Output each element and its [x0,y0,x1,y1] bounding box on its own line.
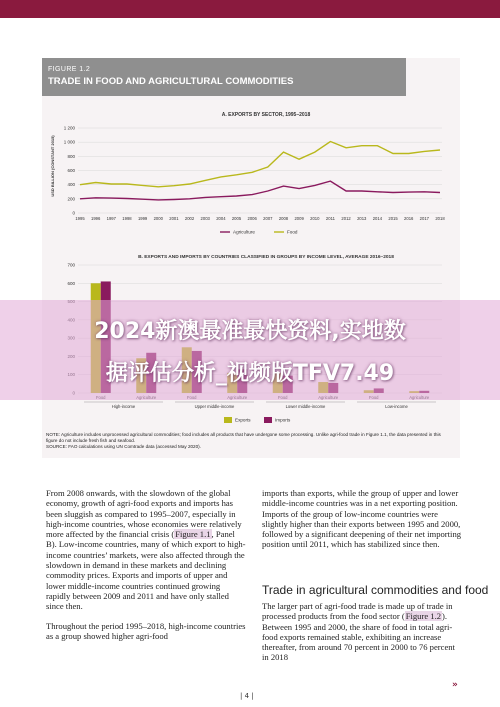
paragraph [262,601,462,663]
chart-b-legend-label: Exports [235,417,251,423]
chart-a-xtick-label: 2006 [247,216,257,221]
chart-a-ytick-label: 400 [67,182,75,188]
chart-a-xtick-label: 2000 [153,216,163,221]
chart-a-ytick-label: 800 [67,153,75,159]
chart-a-ytick-label: 1 000 [63,139,75,145]
body-column-left [46,488,246,650]
chart-a-xtick-label: 2012 [341,216,351,221]
chart-a-xtick-label: 2007 [263,216,273,221]
chart-a-xtick-label: 2008 [278,216,289,221]
paragraph [46,488,246,612]
chart-a-series-line-agriculture [80,181,440,200]
chart-a-ytick-label: 1 200 [63,125,75,131]
chart-a-xtick-label: 2014 [372,216,383,221]
paragraph: imports than exports, while the group of upper and lower middle-income countries was in a net exporting position. Imports of the group of low-income countries were slightly higher than their exports between 1995 and 2000, followed by a significant deepening of their net importing position until 2011, which has stabilized since then. [262,488,462,550]
chart-a-xtick-label: 2017 [419,216,430,221]
chart-a-xtick-label: 2011 [325,216,335,221]
paragraph: Throughout the period 1995–2018, high-income countries as a group showed higher agri-food [46,620,246,641]
section-title: Trade in agricultural commodities and food [262,583,489,597]
chart-b-ytick-label: 600 [67,280,75,286]
chart-a-xtick-label: 2002 [184,216,195,221]
page-number: | 4 | [240,692,254,700]
figure-note [46,432,446,451]
chart-a-legend-label: Food [287,229,298,235]
chart-a-xtick-label: 2001 [169,216,179,221]
chart-b-ytick-label: 700 [67,262,75,268]
chart-a-xtick-label: 1995 [75,216,85,221]
chart-b-legend-label: Imports [275,417,291,423]
chart-a [50,112,445,235]
chart-a-legend-label: Agriculture [233,229,255,235]
chart-a-xtick-label: 2010 [310,216,320,221]
chart-a-xtick-label: 1999 [137,216,148,221]
chart-b-legend-swatch [224,417,232,423]
body-column-right [262,488,462,559]
paragraph-text: ). Between 1995 and 2000, the share of food in total agri-food exports remained stable, exhibiting an increase thereafter, from around 70 percent in 2000 to 76 percent in 2018 [262,611,455,663]
source-text: SOURCE: FAO calculations using UN Comtrade data (accessed May 2020). [46,444,201,450]
chart-a-xtick-label: 2003 [200,216,210,221]
chart-a-xtick-label: 2015 [388,216,398,221]
paragraph-text: The larger part of agri-food trade is made up of trade in processed products from the food sector ( [262,601,453,622]
chart-a-ytick-label: 0 [72,210,75,216]
chart-a-xtick-label: 2016 [404,216,414,221]
chart-a-xtick-label: 1998 [122,216,132,221]
note-text: NOTE: Agriculture includes unprocessed agricultural commodities; food includes all products that have undergone some processing. Unlike agri-food trade in Figure 1.1, the data presented in this figure do not include fresh fish and seafood. [46,432,441,444]
chart-b-group-label: High-income [111,404,136,409]
body-column-right-2 [262,601,462,672]
chart-a-xtick-label: 1997 [106,216,116,221]
chart-a-xtick-label: 1996 [90,216,101,221]
figure-label: FIGURE 1.2 [48,66,91,73]
chart-a-xtick-label: 2005 [231,216,242,221]
chart-a-xtick-label: 2018 [435,216,445,221]
figure-reference-link[interactable]: Figure 1.2 [405,611,442,622]
chart-b-group-label: Low-income [385,404,408,409]
chart-b-legend-swatch [264,417,272,423]
watermark-line-2: 据评估分析_视频版TFV7.49 [105,361,395,386]
watermark-overlay [0,300,500,400]
top-color-bar [0,0,500,18]
chart-a-title: A. EXPORTS BY SECTOR, 1995–2018 [221,112,311,118]
figure-title: TRADE IN FOOD AND AGRICULTURAL COMMODITIES [48,76,294,87]
paragraph-text: , Panel B). Low-income countries, many of which export to high-income countries’ markets, were also affected through the slowdown in demand in these markets and declining commodity prices. Exports and imports of upper and lower middle-income countries continued growing rapidly between 2009 and 2011 and have only stalled since then. [46,529,246,612]
chart-a-series-line-food [80,142,440,187]
chart-a-xtick-label: 2004 [216,216,226,221]
chart-b-group-label: Lower middle-income [285,404,326,409]
chart-a-ylabel: USD BILLION (CONSTANT 2015) [50,135,55,197]
chart-a-xtick-label: 2013 [357,216,367,221]
chart-a-ytick-label: 200 [67,196,75,202]
watermark-line-1: 2024新澳最准最快资料,实地数 [94,319,406,344]
paragraph-text: From 2008 onwards, with the slowdown of the global economy, growth of agri-food exports and imports has been sluggish as compared to 1995–2007, especially in high-income countries, whose economies were relatively more affected by the financial crisis ( [46,488,242,540]
figure-reference-link[interactable]: Figure 1.1 [175,529,211,540]
chart-a-xtick-label: 2009 [294,216,304,221]
chart-b-group-label: Upper middle-income [194,404,235,409]
continue-chevron-icon[interactable]: » [452,680,458,690]
chart-b-title: B. EXPORTS AND IMPORTS BY COUNTRIES CLASSIFIED IN GROUPS BY INCOME LEVEL, AVERAGE 2016–2018 [138,255,394,260]
chart-a-ytick-label: 600 [67,168,75,173]
